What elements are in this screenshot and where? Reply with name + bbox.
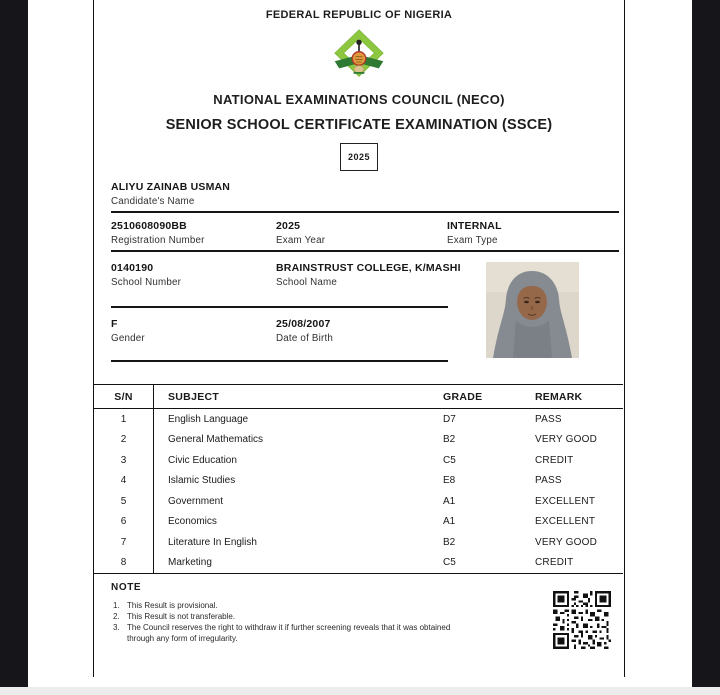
date-of-birth-value: 25/08/2007 <box>276 318 331 330</box>
exam-year-box: 2025 <box>340 143 378 171</box>
header-remark: REMARK <box>535 390 583 403</box>
row-remark: EXCELLENT <box>535 495 596 507</box>
divider-line <box>111 250 619 252</box>
note-list <box>113 601 465 645</box>
divider-line <box>111 360 448 362</box>
note-item-number: 2. <box>113 612 120 621</box>
gender-label: Gender <box>111 333 145 344</box>
registration-number-value: 2510608090BB <box>111 220 187 232</box>
results-table <box>94 384 623 574</box>
candidate-name-field <box>111 181 230 207</box>
school-name-label: School Name <box>276 277 338 288</box>
exam-title: SENIOR SCHOOL CERTIFICATE EXAMINATION (SSCE) <box>165 117 553 133</box>
row-grade: B2 <box>443 536 456 548</box>
row-grade: E8 <box>443 475 456 487</box>
school-number-label: School Number <box>111 277 182 288</box>
exam-type-value: INTERNAL <box>447 220 502 232</box>
gender-field <box>111 318 145 344</box>
viewport-dark-edge-right <box>692 0 720 688</box>
school-name-field <box>276 262 461 288</box>
candidate-name-value: ALIYU ZAINAB USMAN <box>111 181 231 193</box>
header-subject: SUBJECT <box>168 390 220 403</box>
note-item-number: 1. <box>113 601 120 610</box>
row-remark: VERY GOOD <box>535 536 598 548</box>
date-of-birth-field <box>276 318 333 344</box>
qr-code-icon <box>553 591 611 649</box>
row-subject: Civic Education <box>168 454 237 466</box>
note-item-number: 3. <box>113 623 120 632</box>
row-subject: English Language <box>168 413 249 425</box>
results-table-header <box>94 385 623 409</box>
council-title: NATIONAL EXAMINATIONS COUNCIL (NECO) <box>213 92 505 107</box>
row-sn: 2 <box>94 430 154 451</box>
school-number-value: 0140190 <box>111 262 154 274</box>
note-item <box>113 612 465 623</box>
exam-type-field <box>447 220 502 246</box>
row-subject: General Mathematics <box>168 434 264 446</box>
row-remark: EXCELLENT <box>535 516 596 528</box>
table-row <box>94 532 623 553</box>
gender-value: F <box>111 318 118 330</box>
date-of-birth-label: Date of Birth <box>276 333 334 344</box>
row-subject: Marketing <box>168 557 212 569</box>
note-item <box>113 601 465 612</box>
registration-number-label: Registration Number <box>111 235 205 246</box>
row-sn: 8 <box>94 553 154 574</box>
divider-line <box>111 306 448 308</box>
row-remark: VERY GOOD <box>535 434 598 446</box>
header-sn: S/N <box>94 385 154 408</box>
header-grade: GRADE <box>443 390 483 403</box>
row-grade: B2 <box>443 434 456 446</box>
row-subject: Literature In English <box>168 536 257 548</box>
certificate-page <box>93 0 625 677</box>
row-sn: 1 <box>94 409 154 430</box>
row-grade: C5 <box>443 557 456 569</box>
candidate-name-label: Candidate's Name <box>111 196 195 207</box>
row-sn: 7 <box>94 532 154 553</box>
row-subject: Economics <box>168 516 217 528</box>
registration-number-field <box>111 220 205 246</box>
table-row <box>94 430 623 451</box>
exam-year-field <box>276 220 325 246</box>
note-item-text: The Council reserves the right to withdraw it if further screening reveals that it was obtained through any form of irregularity. <box>127 623 451 643</box>
neco-logo-icon <box>94 28 624 85</box>
row-sn: 3 <box>94 450 154 471</box>
row-grade: A1 <box>443 516 456 528</box>
row-remark: PASS <box>535 413 562 425</box>
exam-type-label: Exam Type <box>447 235 498 246</box>
school-number-field <box>111 262 181 288</box>
row-subject: Government <box>168 495 224 507</box>
row-grade: D7 <box>443 413 456 425</box>
viewport-bottom-band <box>0 687 720 695</box>
table-row <box>94 471 623 492</box>
viewport-dark-edge-left <box>0 0 28 688</box>
row-sn: 4 <box>94 471 154 492</box>
note-item-text: This Result is not transferable. <box>127 612 236 621</box>
row-sn: 6 <box>94 512 154 533</box>
table-row <box>94 409 623 430</box>
row-sn: 5 <box>94 491 154 512</box>
table-row <box>94 491 623 512</box>
school-name-value: BRAINSTRUST COLLEGE, K/MASHI <box>276 262 461 274</box>
row-remark: PASS <box>535 475 562 487</box>
row-grade: C5 <box>443 454 456 466</box>
exam-year-label: Exam Year <box>276 235 326 246</box>
table-row <box>94 512 623 533</box>
candidate-photo <box>486 262 579 358</box>
note-item-text: This Result is provisional. <box>127 601 218 610</box>
row-remark: CREDIT <box>535 454 574 466</box>
exam-year-value: 2025 <box>276 220 301 232</box>
country-title: FEDERAL REPUBLIC OF NIGERIA <box>265 9 453 21</box>
table-row <box>94 450 623 471</box>
divider-line <box>111 211 619 213</box>
row-remark: CREDIT <box>535 557 574 569</box>
row-subject: Islamic Studies <box>168 475 236 487</box>
note-title: NOTE <box>111 582 142 593</box>
note-item <box>113 623 465 644</box>
table-row <box>94 553 623 574</box>
row-grade: A1 <box>443 495 456 507</box>
